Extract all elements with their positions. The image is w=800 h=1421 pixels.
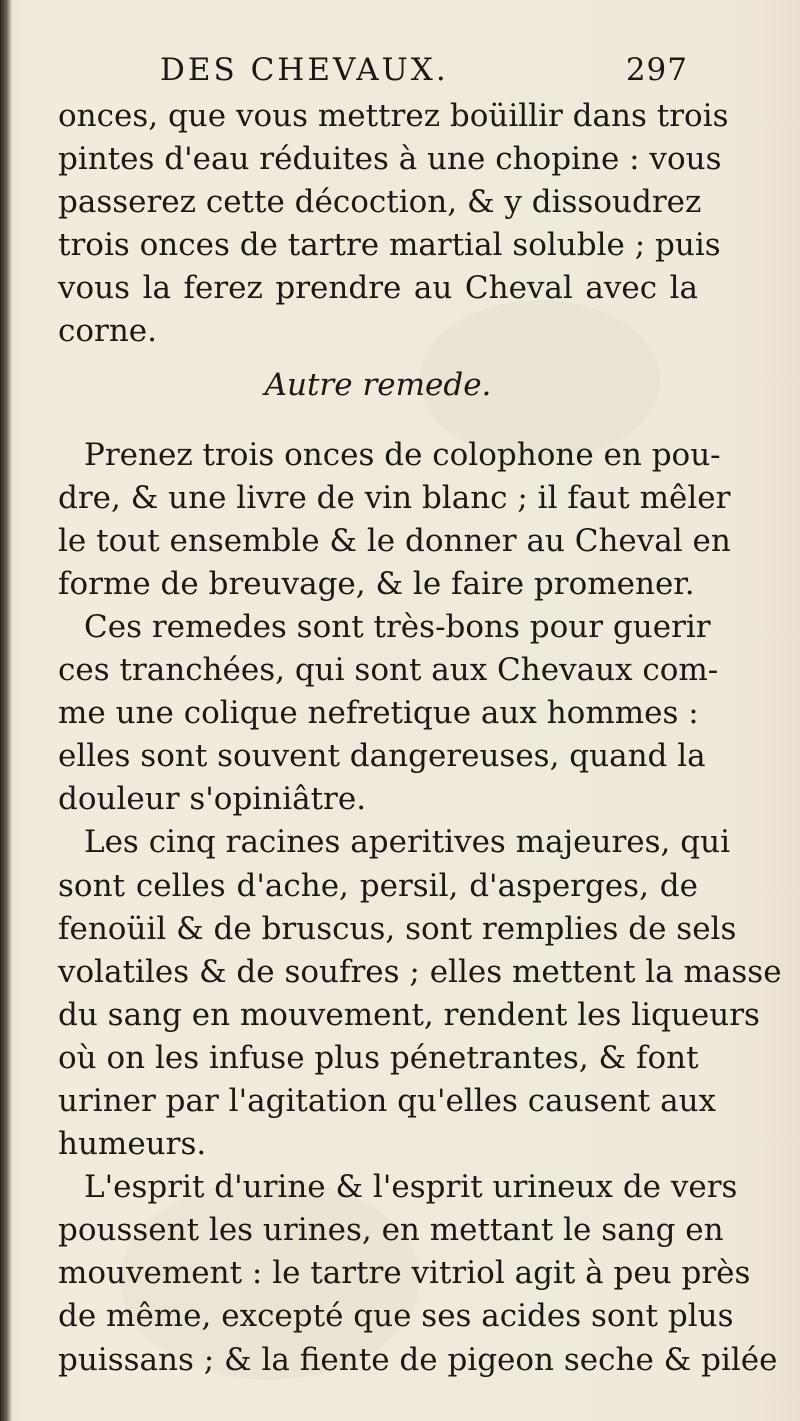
page-number: 297: [625, 52, 688, 88]
text-line: pintes d'eau réduites à une chopine : vous: [58, 141, 722, 178]
book-spine-shadow: [0, 0, 12, 1421]
text-line: poussent les urines, en mettant le sang en: [58, 1212, 724, 1249]
text-line: vous la ferez prendre au Cheval avec la: [58, 270, 698, 307]
text-line: forme de breuvage, & le faire promener.: [58, 565, 695, 602]
text-line: où on les infuse plus pénetrantes, & font: [58, 1039, 699, 1076]
text-line: Prenez trois onces de colophone en pou-: [84, 436, 721, 473]
text-line: du sang en mouvement, rendent les liqueurs: [58, 996, 760, 1033]
text-line: mouvement : le tartre vitriol agit à peu près: [58, 1255, 751, 1292]
text-line: fenoüil & de bruscus, sont remplies de sels: [58, 910, 737, 947]
text-line: humeurs.: [58, 1126, 207, 1163]
text-line: me une colique nefretique aux hommes :: [58, 695, 699, 732]
text-line: uriner par l'agitation qu'elles causent aux: [58, 1082, 717, 1119]
text-line: corne.: [58, 313, 158, 350]
running-head: DES CHEVAUX.: [160, 52, 449, 88]
text-line: ces tranchées, qui sont aux Chevaux com-: [58, 652, 719, 689]
text-line: passerez cette décoction, & y dissoudrez: [58, 184, 702, 221]
text-line: de même, excepté que ses acides sont plus: [58, 1298, 734, 1335]
text-line: sont celles d'ache, persil, d'asperges, de: [58, 867, 698, 904]
section-subheading: Autre remede.: [264, 366, 492, 403]
text-line: volatiles & de soufres ; elles mettent la masse: [58, 953, 782, 990]
text-line: Les cinq racines aperitives majeures, qui: [84, 824, 730, 861]
text-line: dre, & une livre de vin blanc ; il faut mêler: [58, 479, 731, 516]
page-body: [58, 95, 782, 1382]
text-line: elles sont souvent dangereuses, quand la: [58, 738, 706, 775]
text-line: le tout ensemble & le donner au Cheval en: [58, 522, 731, 559]
spacer: [58, 416, 698, 434]
text-line: L'esprit d'urine & l'esprit urineux de vers: [84, 1169, 738, 1206]
text-line: Ces remedes sont très-bons pour guerir: [84, 608, 711, 645]
text-line: puissans ; & la fiente de pigeon seche & pilée: [58, 1341, 778, 1378]
text-line: douleur s'opiniâtre.: [58, 781, 367, 818]
page-header: [160, 52, 688, 98]
text-line: onces, que vous mettrez boüillir dans trois: [58, 98, 729, 134]
text-line: trois onces de tartre martial soluble ; puis: [58, 227, 721, 264]
